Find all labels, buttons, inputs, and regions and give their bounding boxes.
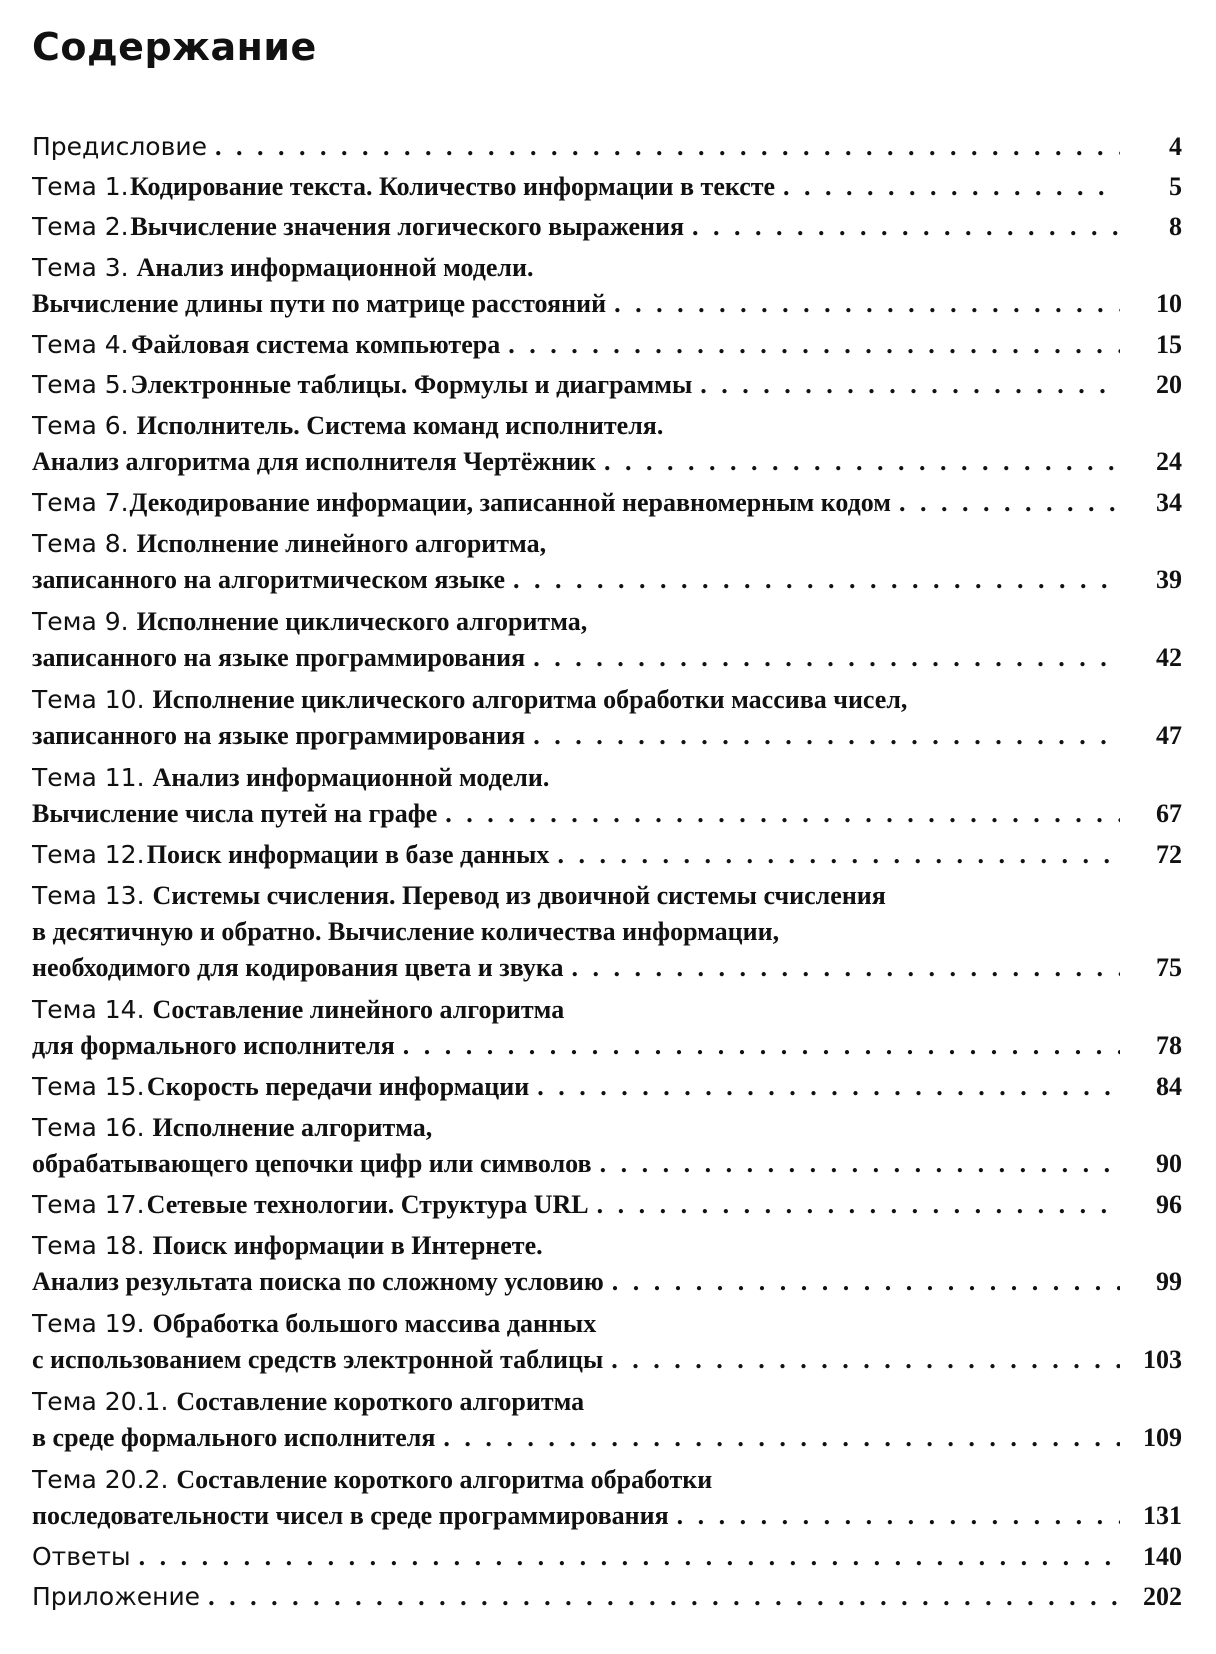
toc-page-number: 5 — [1169, 172, 1182, 201]
toc-page-number: 202 — [1143, 1582, 1182, 1611]
toc-entry-title: Вычисление значения логического выражения — [130, 212, 685, 241]
toc-entry-line — [32, 950, 1182, 986]
toc-entry-title: Исполнение циклического алгоритма, — [136, 607, 588, 636]
toc-entry — [32, 1070, 1182, 1104]
toc-page-number: 34 — [1156, 488, 1182, 517]
toc-entry — [32, 1110, 1182, 1182]
toc-entry — [32, 486, 1182, 520]
toc-entry-title: Декодирование информации, записанной неравномерным кодом — [129, 488, 891, 517]
toc-leader-dots — [692, 210, 1120, 244]
toc-entry-line — [32, 1420, 1182, 1456]
toc-entry-lead: Приложение — [32, 1582, 201, 1611]
toc-page-number: 8 — [1169, 212, 1182, 241]
toc-list — [32, 130, 1182, 1620]
toc-entry — [32, 838, 1182, 872]
toc-entry-title: Сетевые технологии. Структура URL — [146, 1190, 589, 1219]
toc-page-number: 109 — [1143, 1423, 1182, 1452]
toc-entry-title: в десятичную и обратно. Вычисление количества информации, — [32, 917, 780, 946]
toc-entry — [32, 1384, 1182, 1456]
toc-page-number: 4 — [1169, 132, 1182, 161]
toc-page-number: 84 — [1156, 1072, 1182, 1101]
toc-entry — [32, 604, 1182, 676]
toc-entry-lead: Тема 5. — [32, 370, 129, 399]
toc-entry-line — [32, 408, 1182, 444]
toc-entry-line — [32, 682, 1182, 718]
toc-entry — [32, 1188, 1182, 1222]
toc-entry-title: последовательности чисел в среде программирования — [32, 1501, 669, 1530]
toc-entry-title: Поиск информации в Интернете. — [152, 1231, 543, 1260]
toc-entry-line — [32, 562, 1182, 598]
toc-page-number: 96 — [1156, 1190, 1182, 1219]
toc-entry-line — [32, 130, 1182, 164]
toc-leader-dots — [612, 1264, 1120, 1300]
toc-entry-lead: Тема 12. — [32, 840, 145, 869]
toc-page-number: 78 — [1156, 1031, 1182, 1060]
toc-entry-title: записанного на языке программирования — [32, 721, 526, 750]
toc-entry-line — [32, 1498, 1182, 1534]
toc-entry — [32, 526, 1182, 598]
toc-entry-title: обрабатывающего цепочки цифр или символов — [32, 1149, 592, 1178]
toc-entry-lead: Тема 6. — [32, 411, 129, 440]
toc-page-number: 131 — [1143, 1501, 1182, 1530]
toc-entry-lead: Тема 13. — [32, 881, 145, 910]
toc-leader-dots — [600, 1146, 1120, 1182]
toc-entry-line — [32, 1028, 1182, 1064]
toc-entry-title: Файловая система компьютера — [131, 330, 501, 359]
toc-entry-line — [32, 286, 1182, 322]
toc-page-number: 103 — [1143, 1345, 1182, 1374]
toc-entry-lead: Тема 18. — [32, 1231, 145, 1260]
toc-entry-line — [32, 1264, 1182, 1300]
toc-page-number: 15 — [1156, 330, 1182, 359]
toc-entry-line — [32, 718, 1182, 754]
toc-page-number: 75 — [1156, 953, 1182, 982]
toc-leader-dots — [139, 1540, 1120, 1574]
toc-entry-title: Анализ информационной модели. — [136, 253, 534, 282]
toc-page-number: 24 — [1156, 447, 1182, 476]
toc-leader-dots — [783, 170, 1120, 204]
toc-entry-lead: Тема 9. — [32, 607, 129, 636]
toc-entry-title: Составление линейного алгоритма — [152, 995, 565, 1024]
toc-page-number: 20 — [1156, 370, 1182, 399]
toc-entry-lead: Тема 3. — [32, 253, 129, 282]
toc-leader-dots — [899, 486, 1120, 520]
toc-entry-line — [32, 170, 1182, 204]
toc-entry-line — [32, 444, 1182, 480]
toc-entry-title: Скорость передачи информации — [146, 1072, 530, 1101]
toc-entry-lead: Тема 10. — [32, 685, 145, 714]
toc-entry — [32, 682, 1182, 754]
toc-leader-dots — [614, 286, 1120, 322]
toc-entry-title: Составление короткого алгоритма — [176, 1387, 585, 1416]
toc-entry — [32, 1580, 1182, 1614]
toc-entry-lead: Тема 20.1. — [32, 1387, 169, 1416]
toc-entry-lead: Тема 19. — [32, 1309, 145, 1338]
toc-entry-title: Исполнение циклического алгоритма обработки массива чисел, — [152, 685, 908, 714]
toc-entry-title: для формального исполнителя — [32, 1031, 395, 1060]
toc-entry-title: Электронные таблицы. Формулы и диаграммы — [130, 370, 693, 399]
toc-page-number: 39 — [1156, 565, 1182, 594]
toc-entry-line — [32, 914, 1182, 950]
toc-page-number: 67 — [1156, 799, 1182, 828]
toc-entry-line — [32, 1228, 1182, 1264]
toc-entry-title: Анализ информационной модели. — [152, 763, 550, 792]
toc-entry-title: Анализ результата поиска по сложному условию — [32, 1267, 604, 1296]
toc-entry — [32, 328, 1182, 362]
toc-page-number: 10 — [1156, 289, 1182, 318]
toc-entry-lead: Тема 1. — [32, 172, 129, 201]
toc-entry-title: Анализ алгоритма для исполнителя Чертёжник — [32, 447, 597, 476]
toc-entry-title: Поиск информации в базе данных — [146, 840, 550, 869]
toc-entry — [32, 170, 1182, 204]
page-title: Содержание — [32, 25, 317, 69]
toc-entry-line — [32, 486, 1182, 520]
toc-entry — [32, 130, 1182, 164]
toc-entry — [32, 1306, 1182, 1378]
toc-entry-line — [32, 328, 1182, 362]
toc-entry-title: Исполнитель. Система команд исполнителя. — [136, 411, 664, 440]
toc-entry — [32, 210, 1182, 244]
toc-entry-line — [32, 1462, 1182, 1498]
toc-leader-dots — [537, 1070, 1120, 1104]
toc-entry-lead: Тема 4. — [32, 330, 129, 359]
toc-entry-title: Вычисление числа путей на графе — [32, 799, 438, 828]
toc-entry-lead: Тема 8. — [32, 529, 129, 558]
toc-leader-dots — [571, 950, 1120, 986]
toc-entry-line — [32, 992, 1182, 1028]
toc-entry-line — [32, 1146, 1182, 1182]
toc-entry-lead: Ответы — [32, 1542, 131, 1571]
toc-leader-dots — [611, 1342, 1120, 1378]
toc-entry-line — [32, 1070, 1182, 1104]
toc-leader-dots — [533, 718, 1120, 754]
toc-entry-line — [32, 526, 1182, 562]
toc-page-number: 90 — [1156, 1149, 1182, 1178]
toc-entry — [32, 368, 1182, 402]
toc-entry — [32, 1540, 1182, 1574]
toc-entry — [32, 1462, 1182, 1534]
toc-leader-dots — [513, 562, 1120, 598]
toc-leader-dots — [700, 368, 1120, 402]
toc-leader-dots — [208, 1580, 1120, 1614]
toc-entry — [32, 760, 1182, 832]
toc-entry-title: Системы счисления. Перевод из двоичной системы счисления — [152, 881, 886, 910]
toc-entry — [32, 992, 1182, 1064]
toc-leader-dots — [443, 1420, 1120, 1456]
toc-leader-dots — [677, 1498, 1120, 1534]
toc-entry-line — [32, 1580, 1182, 1614]
toc-entry-title: Исполнение линейного алгоритма, — [136, 529, 547, 558]
toc-entry — [32, 1228, 1182, 1300]
toc-leader-dots — [215, 130, 1120, 164]
toc-entry-line — [32, 640, 1182, 676]
toc-entry-line — [32, 878, 1182, 914]
toc-page-number: 99 — [1156, 1267, 1182, 1296]
toc-page-number: 42 — [1156, 643, 1182, 672]
toc-entry-line — [32, 1540, 1182, 1574]
toc-page-number: 72 — [1156, 840, 1182, 869]
toc-entry-line — [32, 1384, 1182, 1420]
toc-leader-dots — [403, 1028, 1120, 1064]
toc-entry-lead: Тема 15. — [32, 1072, 145, 1101]
toc-page-number: 47 — [1156, 721, 1182, 750]
toc-leader-dots — [557, 838, 1120, 872]
toc-entry-line — [32, 838, 1182, 872]
toc-entry-line — [32, 1188, 1182, 1222]
toc-entry-title: Кодирование текста. Количество информации в тексте — [129, 172, 776, 201]
toc-leader-dots — [533, 640, 1120, 676]
toc-entry-line — [32, 1306, 1182, 1342]
toc-page-number: 140 — [1143, 1542, 1182, 1571]
toc-entry-lead: Тема 11. — [32, 763, 145, 792]
toc-entry-lead: Тема 16. — [32, 1113, 145, 1142]
toc-entry-title: с использованием средств электронной таблицы — [32, 1345, 604, 1374]
toc-entry-line — [32, 760, 1182, 796]
toc-entry — [32, 878, 1182, 986]
toc-entry-line — [32, 250, 1182, 286]
toc-entry-lead: Тема 14. — [32, 995, 145, 1024]
toc-entry-title: Обработка большого массива данных — [152, 1309, 597, 1338]
toc-entry-lead: Тема 7. — [32, 488, 129, 517]
toc-leader-dots — [597, 1188, 1120, 1222]
toc-entry-line — [32, 210, 1182, 244]
toc-entry-lead: Предисловие — [32, 132, 207, 161]
toc-entry — [32, 250, 1182, 322]
toc-leader-dots — [604, 444, 1120, 480]
toc-entry-line — [32, 796, 1182, 832]
toc-entry-title: в среде формального исполнителя — [32, 1423, 436, 1452]
toc-entry-line — [32, 604, 1182, 640]
toc-entry-title: записанного на алгоритмическом языке — [32, 565, 506, 594]
toc-leader-dots — [508, 328, 1120, 362]
toc-entry-title: Исполнение алгоритма, — [152, 1113, 433, 1142]
toc-entry-line — [32, 1342, 1182, 1378]
toc-leader-dots — [445, 796, 1120, 832]
toc-entry — [32, 408, 1182, 480]
toc-entry-title: Вычисление длины пути по матрице расстояний — [32, 289, 607, 318]
toc-entry-lead: Тема 2. — [32, 212, 129, 241]
toc-entry-title: Составление короткого алгоритма обработки — [176, 1465, 713, 1494]
toc-entry-lead: Тема 20.2. — [32, 1465, 169, 1494]
toc-entry-title: записанного на языке программирования — [32, 643, 526, 672]
toc-entry-line — [32, 368, 1182, 402]
toc-entry-title: необходимого для кодирования цвета и звука — [32, 953, 564, 982]
toc-entry-lead: Тема 17. — [32, 1190, 145, 1219]
toc-entry-line — [32, 1110, 1182, 1146]
